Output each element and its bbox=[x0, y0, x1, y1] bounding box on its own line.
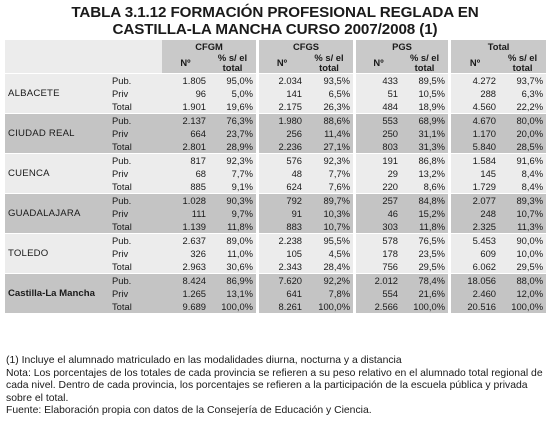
cell-count: 9.689 bbox=[162, 300, 209, 313]
cell-count: 2.460 bbox=[451, 287, 499, 300]
header-col-n: Nº bbox=[451, 53, 499, 74]
table-row bbox=[5, 114, 546, 128]
header-col-pct bbox=[305, 53, 353, 74]
cell-percent: 12,0% bbox=[499, 287, 546, 300]
cell-count: 303 bbox=[356, 220, 401, 234]
cell-count: 48 bbox=[259, 167, 305, 180]
header-col-n: Nº bbox=[162, 53, 209, 74]
row-type: Pub. bbox=[109, 154, 162, 168]
cell-percent: 4,5% bbox=[305, 247, 353, 260]
cell-count: 2.801 bbox=[162, 140, 209, 154]
cell-percent: 26,3% bbox=[305, 100, 353, 114]
cell-count: 1.028 bbox=[162, 194, 209, 208]
cell-percent: 18,9% bbox=[401, 100, 448, 114]
row-type: Total bbox=[109, 180, 162, 194]
cell-count: 624 bbox=[259, 180, 305, 194]
cell-percent: 88,0% bbox=[499, 274, 546, 288]
cell-percent: 7,8% bbox=[305, 287, 353, 300]
cell-percent: 10,0% bbox=[499, 247, 546, 260]
table-row bbox=[5, 74, 546, 88]
cell-count: 2.343 bbox=[259, 260, 305, 274]
header-col-pct bbox=[499, 53, 546, 74]
cell-percent: 11,8% bbox=[209, 220, 256, 234]
cell-percent: 11,8% bbox=[401, 220, 448, 234]
cell-percent: 11,4% bbox=[305, 127, 353, 140]
cell-percent: 29,5% bbox=[401, 260, 448, 274]
cell-percent: 80,0% bbox=[499, 114, 546, 128]
cell-count: 5.840 bbox=[451, 140, 499, 154]
province-label: CIUDAD REAL bbox=[5, 114, 109, 154]
cell-percent: 95,0% bbox=[209, 74, 256, 88]
note-2: Nota: Los porcentajes de los totales de cada provincia se refieren a su peso relativo en el alumnado total regional de cada nivel. Dentro de cada provincia, los porcentajes se refieren a la participación de la escuela pública y privada sobre el total. bbox=[6, 367, 543, 404]
table-row bbox=[5, 274, 546, 288]
header-pct-line2: total bbox=[414, 62, 435, 73]
cell-count: 7.620 bbox=[259, 274, 305, 288]
cell-count: 553 bbox=[356, 114, 401, 128]
cell-percent: 90,0% bbox=[499, 234, 546, 248]
cell-count: 609 bbox=[451, 247, 499, 260]
cell-count: 2.637 bbox=[162, 234, 209, 248]
row-type: Pub. bbox=[109, 194, 162, 208]
header-pgs: PGS bbox=[356, 40, 448, 53]
cell-count: 29 bbox=[356, 167, 401, 180]
cell-percent: 31,1% bbox=[401, 127, 448, 140]
row-type: Priv bbox=[109, 87, 162, 100]
row-type: Total bbox=[109, 140, 162, 154]
cell-count: 1.805 bbox=[162, 74, 209, 88]
cell-percent: 93,5% bbox=[305, 74, 353, 88]
cell-count: 250 bbox=[356, 127, 401, 140]
cell-count: 1.170 bbox=[451, 127, 499, 140]
cell-percent: 89,5% bbox=[401, 74, 448, 88]
cell-count: 4.272 bbox=[451, 74, 499, 88]
header-pct-line1: % s/ el bbox=[217, 53, 248, 63]
cell-percent: 15,2% bbox=[401, 207, 448, 220]
cell-count: 1.139 bbox=[162, 220, 209, 234]
header-col-n: Nº bbox=[356, 53, 401, 74]
table-body bbox=[5, 40, 546, 313]
cell-count: 178 bbox=[356, 247, 401, 260]
cell-percent: 68,9% bbox=[401, 114, 448, 128]
cell-count: 256 bbox=[259, 127, 305, 140]
cell-percent: 22,2% bbox=[499, 100, 546, 114]
row-type: Total bbox=[109, 260, 162, 274]
row-type: Priv bbox=[109, 287, 162, 300]
row-type: Priv bbox=[109, 127, 162, 140]
cell-count: 664 bbox=[162, 127, 209, 140]
cell-percent: 86,8% bbox=[401, 154, 448, 168]
cell-percent: 100,0% bbox=[209, 300, 256, 313]
cell-count: 191 bbox=[356, 154, 401, 168]
cell-count: 2.077 bbox=[451, 194, 499, 208]
cell-count: 1.901 bbox=[162, 100, 209, 114]
cell-count: 1.265 bbox=[162, 287, 209, 300]
header-pct-line2: total bbox=[512, 62, 533, 73]
cell-count: 1.729 bbox=[451, 180, 499, 194]
province-label: ALBACETE bbox=[5, 74, 109, 114]
cell-count: 5.453 bbox=[451, 234, 499, 248]
cell-count: 326 bbox=[162, 247, 209, 260]
cell-count: 2.012 bbox=[356, 274, 401, 288]
header-pct-line1: % s/ el bbox=[314, 53, 344, 63]
cell-count: 96 bbox=[162, 87, 209, 100]
cell-percent: 11,0% bbox=[209, 247, 256, 260]
header-pct-line1: % s/ el bbox=[507, 53, 538, 63]
note-1: (1) Incluye el alumnado matriculado en las modalidades diurna, nocturna y a distancia bbox=[6, 355, 402, 366]
header-col-pct bbox=[401, 53, 448, 74]
cell-percent: 90,3% bbox=[209, 194, 256, 208]
cell-percent: 76,3% bbox=[209, 114, 256, 128]
header-total: Total bbox=[451, 40, 546, 53]
cell-count: 2.034 bbox=[259, 74, 305, 88]
cell-percent: 11,3% bbox=[499, 220, 546, 234]
cell-percent: 28,9% bbox=[209, 140, 256, 154]
cell-count: 220 bbox=[356, 180, 401, 194]
cell-percent: 78,4% bbox=[401, 274, 448, 288]
cell-count: 2.236 bbox=[259, 140, 305, 154]
header-empty bbox=[109, 53, 162, 74]
cell-percent: 100,0% bbox=[401, 300, 448, 313]
cell-percent: 8,4% bbox=[499, 180, 546, 194]
province-label: Castilla-La Mancha bbox=[5, 274, 109, 314]
cell-percent: 95,5% bbox=[305, 234, 353, 248]
cell-percent: 6,3% bbox=[499, 87, 546, 100]
cell-count: 68 bbox=[162, 167, 209, 180]
table-row bbox=[5, 154, 546, 168]
cell-percent: 29,5% bbox=[499, 260, 546, 274]
cell-percent: 91,6% bbox=[499, 154, 546, 168]
cell-percent: 30,6% bbox=[209, 260, 256, 274]
row-type: Total bbox=[109, 220, 162, 234]
cell-percent: 28,4% bbox=[305, 260, 353, 274]
cell-count: 18.056 bbox=[451, 274, 499, 288]
cell-percent: 13,1% bbox=[209, 287, 256, 300]
cell-count: 91 bbox=[259, 207, 305, 220]
row-type: Priv bbox=[109, 167, 162, 180]
cell-count: 578 bbox=[356, 234, 401, 248]
cell-percent: 7,7% bbox=[305, 167, 353, 180]
cell-count: 433 bbox=[356, 74, 401, 88]
cell-count: 248 bbox=[451, 207, 499, 220]
header-col-pct bbox=[209, 53, 256, 74]
cell-percent: 8,6% bbox=[401, 180, 448, 194]
cell-percent: 8,4% bbox=[499, 167, 546, 180]
cell-count: 51 bbox=[356, 87, 401, 100]
row-type: Pub. bbox=[109, 114, 162, 128]
cell-percent: 92,2% bbox=[305, 274, 353, 288]
cell-count: 641 bbox=[259, 287, 305, 300]
cell-percent: 27,1% bbox=[305, 140, 353, 154]
row-type: Total bbox=[109, 300, 162, 313]
cell-count: 8.261 bbox=[259, 300, 305, 313]
cell-percent: 10,5% bbox=[401, 87, 448, 100]
cell-count: 257 bbox=[356, 194, 401, 208]
header-pct-line2: total bbox=[222, 62, 243, 73]
notes bbox=[6, 355, 548, 418]
cell-count: 803 bbox=[356, 140, 401, 154]
title-line-2: CASTILLA-LA MANCHA CURSO 2007/2008 (1) bbox=[112, 21, 438, 38]
header-empty bbox=[109, 40, 162, 53]
header-cfgs: CFGS bbox=[259, 40, 353, 53]
cell-percent: 89,3% bbox=[499, 194, 546, 208]
header-empty bbox=[5, 40, 109, 53]
cell-percent: 92,3% bbox=[209, 154, 256, 168]
cell-count: 6.062 bbox=[451, 260, 499, 274]
cell-percent: 20,0% bbox=[499, 127, 546, 140]
title-line-1: TABLA 3.1.12 FORMACIÓN PROFESIONAL REGLADA EN bbox=[71, 4, 479, 21]
cell-count: 484 bbox=[356, 100, 401, 114]
cell-count: 756 bbox=[356, 260, 401, 274]
row-type: Priv bbox=[109, 247, 162, 260]
cell-count: 141 bbox=[259, 87, 305, 100]
cell-percent: 10,3% bbox=[305, 207, 353, 220]
cell-percent: 89,7% bbox=[305, 194, 353, 208]
cell-count: 20.516 bbox=[451, 300, 499, 313]
cell-percent: 86,9% bbox=[209, 274, 256, 288]
cell-percent: 31,3% bbox=[401, 140, 448, 154]
cell-count: 111 bbox=[162, 207, 209, 220]
cell-count: 2.566 bbox=[356, 300, 401, 313]
header-row-columns bbox=[5, 53, 546, 74]
province-label: CUENCA bbox=[5, 154, 109, 194]
cell-percent: 76,5% bbox=[401, 234, 448, 248]
header-cfgm: CFGM bbox=[162, 40, 256, 53]
header-empty bbox=[5, 53, 109, 74]
cell-percent: 13,2% bbox=[401, 167, 448, 180]
cell-percent: 92,3% bbox=[305, 154, 353, 168]
header-pct-line2: total bbox=[319, 62, 339, 73]
cell-percent: 89,0% bbox=[209, 234, 256, 248]
cell-percent: 9,7% bbox=[209, 207, 256, 220]
cell-count: 105 bbox=[259, 247, 305, 260]
cell-percent: 84,8% bbox=[401, 194, 448, 208]
cell-percent: 6,5% bbox=[305, 87, 353, 100]
cell-count: 1.584 bbox=[451, 154, 499, 168]
header-pct-line1: % s/ el bbox=[409, 53, 440, 63]
cell-count: 2.963 bbox=[162, 260, 209, 274]
cell-count: 554 bbox=[356, 287, 401, 300]
cell-count: 2.325 bbox=[451, 220, 499, 234]
source-note: Fuente: Elaboración propia con datos de la Consejería de Educación y Ciencia. bbox=[6, 405, 372, 417]
cell-count: 4.670 bbox=[451, 114, 499, 128]
table-row bbox=[5, 234, 546, 248]
row-type: Priv bbox=[109, 207, 162, 220]
cell-percent: 10,7% bbox=[499, 207, 546, 220]
row-type: Pub. bbox=[109, 74, 162, 88]
cell-percent: 100,0% bbox=[305, 300, 353, 313]
cell-count: 46 bbox=[356, 207, 401, 220]
cell-percent: 7,7% bbox=[209, 167, 256, 180]
cell-percent: 10,7% bbox=[305, 220, 353, 234]
province-label: GUADALAJARA bbox=[5, 194, 109, 234]
fp-table bbox=[5, 40, 546, 313]
table-title bbox=[0, 0, 550, 40]
cell-percent: 5,0% bbox=[209, 87, 256, 100]
cell-percent: 100,0% bbox=[499, 300, 546, 313]
cell-percent: 21,6% bbox=[401, 287, 448, 300]
cell-count: 885 bbox=[162, 180, 209, 194]
row-type: Pub. bbox=[109, 234, 162, 248]
cell-percent: 93,7% bbox=[499, 74, 546, 88]
header-row-groups bbox=[5, 40, 546, 53]
cell-percent: 19,6% bbox=[209, 100, 256, 114]
cell-count: 1.980 bbox=[259, 114, 305, 128]
cell-count: 576 bbox=[259, 154, 305, 168]
row-type: Total bbox=[109, 100, 162, 114]
cell-count: 2.238 bbox=[259, 234, 305, 248]
row-type: Pub. bbox=[109, 274, 162, 288]
province-label: TOLEDO bbox=[5, 234, 109, 274]
cell-percent: 7,6% bbox=[305, 180, 353, 194]
header-col-n: Nº bbox=[259, 53, 305, 74]
cell-percent: 88,6% bbox=[305, 114, 353, 128]
cell-count: 288 bbox=[451, 87, 499, 100]
cell-percent: 9,1% bbox=[209, 180, 256, 194]
cell-count: 8.424 bbox=[162, 274, 209, 288]
cell-count: 883 bbox=[259, 220, 305, 234]
cell-count: 145 bbox=[451, 167, 499, 180]
cell-count: 4.560 bbox=[451, 100, 499, 114]
cell-percent: 28,5% bbox=[499, 140, 546, 154]
cell-count: 2.175 bbox=[259, 100, 305, 114]
table-row bbox=[5, 194, 546, 208]
cell-count: 817 bbox=[162, 154, 209, 168]
cell-count: 2.137 bbox=[162, 114, 209, 128]
cell-count: 792 bbox=[259, 194, 305, 208]
cell-percent: 23,5% bbox=[401, 247, 448, 260]
cell-percent: 23,7% bbox=[209, 127, 256, 140]
